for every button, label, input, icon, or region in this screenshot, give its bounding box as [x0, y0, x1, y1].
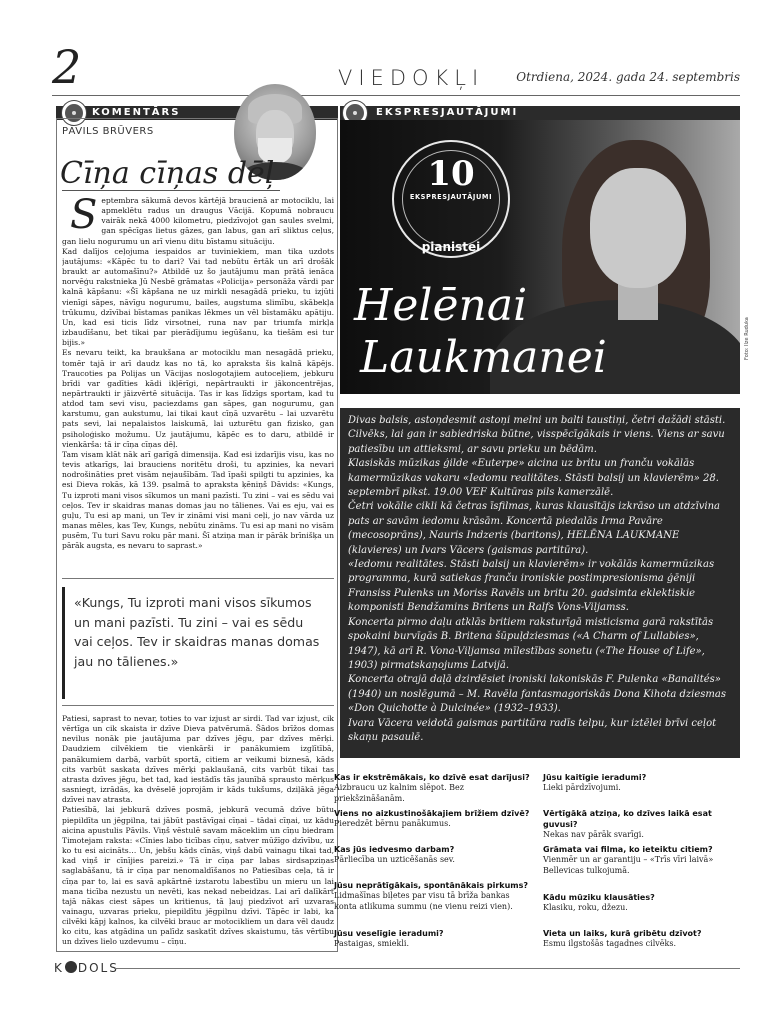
author-name: PĀVILS BRŪVERS — [62, 126, 154, 137]
drop-cap: S — [70, 196, 98, 238]
commentary-body-top — [62, 196, 334, 572]
commentary-section-bar: KOMENTĀRS — [56, 106, 338, 120]
logo-text-right: DOLS — [77, 961, 119, 975]
intro-paragraph: Četri vokālie cikli kā četras īsfilmas, kuras klausītājs izkrāso un atdzīvina pats ar savām iedomu krāsām. Koncertā piedalās Irma Pavāre (mecosoprāns), Nauris Indzeris (baritons), HELĒNA LAUKMANE (klavieres) un Ivars Vācers (gaismas partitūra). — [348, 501, 720, 556]
qa-item — [543, 844, 739, 876]
commentary-body-bottom — [62, 714, 334, 950]
paragraph: Tam visam klāt nāk arī garīgā dimensija. Kad esi izdarījis visu, kas no tevis atkarīgs, lai brauciens noritētu droši, tu apzinies, ka nevari nodrošināties pret visām nejaušībām. Tad īpaši spilgti tu apzinies, ka esi Dieva rokās, kā 139. psalmā to apraksta ķēniņš Dāvids: «Kungs, Tu izproti mani visos sīkumos un mani pazīsti. Tu zini – vai es sēdu vai ceļos. Tev ir skaidras manas domas jau no tālienes. Vai es eju, vai es guļu, Tu esi ap mani, un Tev ir zināmi visi mani ceļi, jo nav vārda uz manas mēles, kas Tev, Kungs, nebūtu zināms. Tu esi ap mani no visām pusēm, Tu turi Savu roku pār mani. Šī atziņa man ir pārāk brīnišķa un pārāk augsta, es nevaru to saprast.» — [62, 449, 334, 551]
question: Vieta un laiks, kurā gribētu dzīvot? — [543, 929, 702, 938]
answer: Vienmēr un ar garantiju – «Trīs vīri laivā» Bellevicas tulkojumā. — [543, 855, 714, 875]
express-section-bar: EKSPRESJAUTĀJUMI — [340, 106, 740, 120]
qa-item — [334, 772, 530, 804]
intro-paragraph: Koncerta pirmo daļu atklās britiem raksturīgā misticisma garā rakstītās spokaini burvīgās B. Britena šūpuļdziesmas («A Charm of Lullabies», 1947), kā arī R. Vona-Viljamsa mīlestības sonetu («The House of Life», 1903) pirmatskaņojums Latvijā. — [348, 616, 714, 671]
interviewee-last-name: Laukmanei — [360, 332, 607, 383]
badge-number: 10 — [427, 154, 475, 194]
publication-logo — [54, 961, 119, 975]
question: Kas jūs iedvesmo darbam? — [334, 845, 455, 854]
qa-item — [543, 928, 739, 950]
answer: Esmu ilgstošās tagadnes cilvēks. — [543, 939, 677, 948]
page-number: 2 — [52, 40, 82, 94]
commentary-headline: Cīņa cīņas dēļ — [60, 156, 275, 191]
question: Kādu mūziku klausāties? — [543, 893, 655, 902]
interviewee-first-name: Helēnai — [354, 280, 528, 331]
qa-item — [334, 880, 530, 912]
question: Grāmata vai filma, ko ieteiktu citiem? — [543, 845, 713, 854]
intro-paragraph: Divas balsis, astoņdesmit astoņi melni un balti taustiņi, četri dažādi stāsti. Cilvēks, lai gan ir sabiedriska būtne, vissрēcīgākais ir viens. Viens ar savu patiesību un attieksmi, ar savu prieku un bēdām. — [348, 415, 726, 455]
qa-item — [543, 808, 739, 841]
intro-paragraph: «Iedomu realitātes. Stāsti balsij un klavierēm» ir vokālās kamermūzikas programma, kurā satiekas franču ironiskie postimpresionisma ģēniji Fransiss Pulenks un Moriss Ravēls un britu 20. gadsimta eklektiskie komponisti Bendžamins Britens un Ralfs Vons-Viljamss. — [348, 559, 715, 614]
badge-subtitle: pianistei — [421, 240, 481, 254]
qa-item — [334, 844, 530, 866]
photo-credit: Foto: Ilze Ruduka — [744, 317, 750, 360]
answer: Klasiku, roku, džezu. — [543, 903, 628, 912]
answer: Nekas nav pārāk svarīgi. — [543, 830, 644, 839]
section-rubric: VIEDOKĻI — [338, 66, 485, 90]
question: Jūsu kaitīgie ieradumi? — [543, 773, 647, 782]
paragraph: Patiesi, saprast to nevar, toties to var izjust ar sirdi. Tad var izjust, cik vērtīga un cik skaista ir dzīve Dieva patvērumā. Šādos brīžos domas nevilus nonāk pie jautājuma par dzīves jēgu, par dzīves mērķi. Daudziem cilvēkiem tie vienkārši ir panākumiem izglītībā, panākumiem darbā, varbūt sportā, citiem ar veikumi biznesā, kāds cits varbūt saskata dzīves mērķi paklaušanā, cits varbūt tikai tas atrasta dzīves jēgu, bet tad, kad iestādīs tās jaunībā sprausto mērķus sasniegt, izrādās, ka dvēselē joprojām ir kāds tukšums, dziļākā jēga dzīvei nav atrasta. — [62, 714, 334, 805]
pull-quote — [62, 578, 334, 706]
header-rule — [52, 95, 740, 96]
question: Kas ir ekstrēmākais, ko dzīvē esat darījusi? — [334, 773, 530, 782]
issue-date: Otrdiena, 2024. gada 24. septembris — [516, 70, 740, 84]
qa-item — [543, 772, 739, 794]
answer: Aizbraucu uz kalnim slēpot. Bez priekšzināšanām. — [334, 783, 464, 803]
paragraph: Kad dalījos ceļojuma iespaidos ar tuviniekiem, man tika uzdots jautājums: «Kāpēc tu to dari? Vai tad nebūtu ērtāk un arī drošāk braukt ar automašīnu?» Atbildē uz šo jautājumu man prātā ienāca norvēģu rakstnieka Jū Nesbē grāmatas «Policija» personāža vārdi par kalnā kāpšanu: «Šī kāpšana ne uz mirkli nesagādā prieku, tu izjūti vienīgi sāpes, nāvīgu nogurumu, bailes, augstuma slimību, skābekļa trūkumu, dzīvībai bīstamas panikas lēkmes un vēl bīstamāku apātiju. Un, kad esi ticis līdz virsotnei, runa nav par triumfa mirkļa izbaudīšanu, bet tikai par pierādījumu iegūšanu, ka tiešām esi tur bijis.» — [62, 246, 334, 348]
answer: Lieki pārdzīvojumi. — [543, 783, 621, 792]
question: Jūsu veselīgie ieradumi? — [334, 929, 444, 938]
qa-item — [334, 928, 530, 950]
qa-item — [543, 892, 739, 914]
intro-paragraph: Koncerta otrajā daļā dzirdēsiet ironiski lakoniskās F. Pulenka «Banalités» (1940) un noslēgumā – M. Ravēla fantasmagoriskās Dona Kihota dziesmas «Don Quichotte à Dulcinée» (1932–1933). — [348, 674, 726, 715]
logo-text-left: K — [54, 961, 64, 975]
footer-rule — [114, 968, 740, 969]
question: Vērtīgākā atziņa, ko dzīves laikā esat guvusi? — [543, 809, 712, 829]
paragraph: eptembra sākumā devos kārtējā braucienā ar motociklu, lai apmeklētu radus un draugus Vācijā. Kopumā nobraucu vairāk nekā 4000 kilometru, piedzīvojot gan saules svelmi, gan spēcīgas lietus gāzes, gan labus, gan arī sliktus ceļus, gan lielu nogurumu un arī vienu ditu bīstamu situāciju. — [62, 196, 334, 246]
badge-label: EKSPRESJAUTĀJUMI — [409, 193, 493, 201]
pull-quote-text: «Kungs, Tu izproti mani visos sīkumos un mani pazīsti. Tu zini – vai es sēdu vai ceļos. Tev ir skaidras manas domas jau no tālienes.» — [74, 595, 320, 669]
paragraph: Patiesībā, lai jebkurā dzīves posmā, jebkurā vecumā dzīve būtu piepildīta un jēgpilna, tai jābūt pastāvīgai cīņai – tādai cīņai, uz kādu aicina apustulis Pāvils. Viņš vēstulē savam māceklim un cīņu biedram Timotejam raksta: «Cīnies labo ticības cīņu, satver mūžīgo dzīvību, uz ko tu esi aicināts… Un, jebšu kāds cīnās, viņš dabū vainagu tikai tad, kad viņš ir cīnījies pareizi.» Tā ir cīņa par labas sirdsapziņas saglabāšanu, tā ir cīņa par nenomaldīšanos no Patiesības ceļa, tā ir cīņa par to, lai es savā apkārtnē izstarotu labestību un mieru un lai mana ticība nezustu un nevēti, kas nekad nebeidzas. Lai arī dalīkārt tajā nākas ciest sāpes un kritienus, tā ļauj piedzīvot arī uzvaras vainagu, uzvaras prieku, piepildītu jēgpilnu dzīvi. Tāpēc ir labi, ka cilvēki kāpj kalnos, ka cilvēki brauc ar motocikliem un dara vēl daudz ko citu, kas atgādina un palīdz saskatīt dzīves skaistumu, tās vērtību un dzīves lielo uzdevumu – cīņu. — [62, 805, 334, 947]
answer: Pastaigas, smiekli. — [334, 939, 410, 948]
question: Viens no aizkustinošākajiem brīžiem dzīvē? — [334, 809, 530, 818]
answer: Pieredzēt bērnu panākumus. — [334, 819, 451, 828]
intro-paragraph: Klasiskās mūzikas ģilde «Euterpe» aicina uz britu un franču vokālās kamermūzikas vakaru «Iedomu realitātes. Stāsti balsij un klavierēm» 28. septembrī plkst. 19.00 VEF Kultūras pils kamerzālē. — [348, 458, 719, 499]
answer: Lidmašīnas biļetes par visu tā brīža bankas konta atlikuma summu (ne vienu reizi vien). — [334, 891, 513, 911]
question: Jūsu neprātīgākais, spontānākais pirkums? — [334, 881, 529, 890]
vinyl-disc-icon — [62, 101, 86, 125]
quote-bar — [62, 587, 65, 699]
answer: Pārliecība un uzticēšanās sev. — [334, 855, 455, 864]
intro-paragraph: Ivara Vācera veidotā gaismas partitūra radīs telpu, kur iztēlei brīvi ceļot skaņu pasaulē. — [348, 717, 717, 743]
vinyl-disc-icon — [65, 961, 77, 973]
qa-item — [334, 808, 530, 830]
headline-rule — [62, 190, 280, 191]
paragraph: Es nevaru teikt, ka braukšana ar motociklu man nesagādā prieku, tomēr tajā ir arī daudz kas no tā, ko apraksta šis kalnā kāpējs. Traucoties pa Polijas un Vācijas noslogotajiem autoceļiem, jebkuru brīdi var gadīties kādi ikļērīgi, nepārtraukti ir jākoncentrējas, nepārtraukti ir jāizvērtē situācija. Tas ir kas līdzīgs sportam, kad tu atdod tam sevi visu, paciezdams gan sāpes, gan nogurumu, gan karstumu, gan aukstumu, lai tikai kaut cīņā uzvarētu – lai uzvarētu pats sevi, lai nepalaistos laiskumā, lai uzturētu gan fizisko, gan psiholoģisko možumu. Uz jautājumu, kāpēc es to daru, atbildē ir vienkārša: tā ir cīņa cīņas dēļ. — [62, 348, 334, 449]
intro-box — [340, 408, 740, 758]
